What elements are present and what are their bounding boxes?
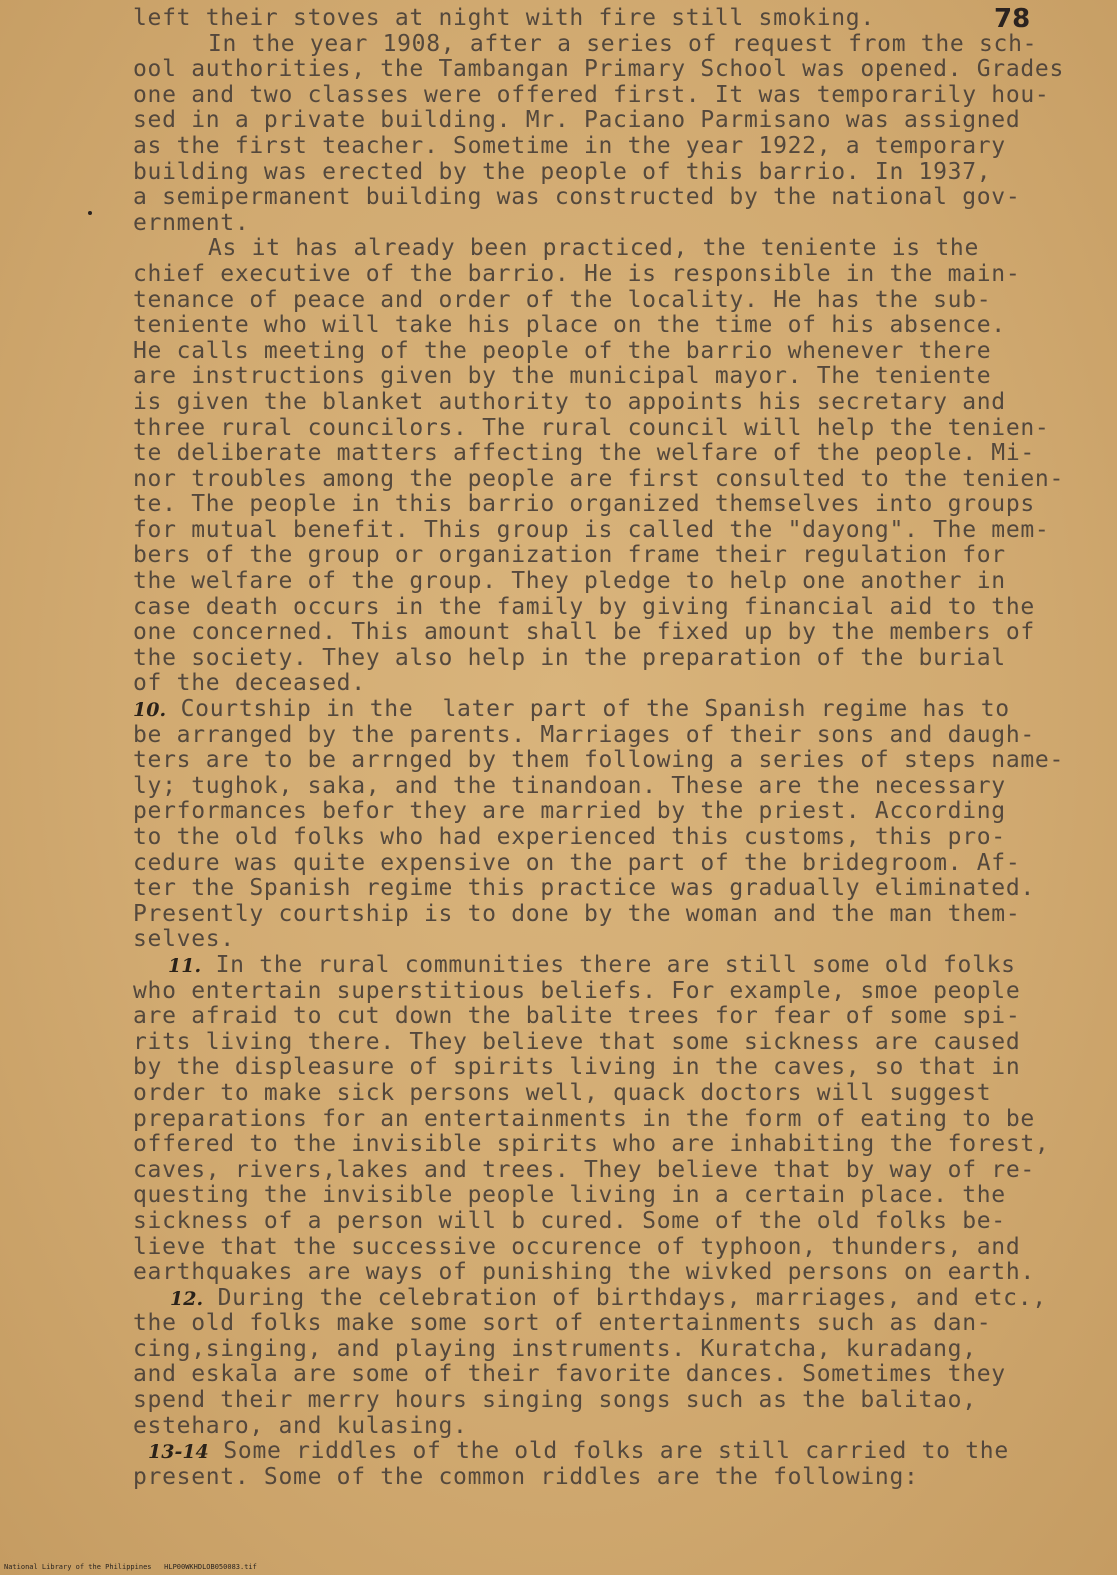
line-text: one and two classes were offered first. It was temporarily hou- xyxy=(133,81,1050,108)
line-text: sed in a private building. Mr. Paciano Parmisano was assigned xyxy=(133,107,1021,134)
text-line xyxy=(0,83,1117,109)
text-line xyxy=(0,748,1117,774)
text-line xyxy=(0,236,1117,262)
line-text: and eskala are some of their favorite dances. Sometimes they xyxy=(133,1361,1006,1388)
line-text: tenance of peace and order of the locality. He has the sub- xyxy=(133,286,992,313)
text-line xyxy=(0,467,1117,493)
text-line xyxy=(0,32,1117,58)
text-line xyxy=(0,1260,1117,1286)
text-line xyxy=(0,185,1117,211)
line-text: selves. xyxy=(133,926,235,953)
text-line xyxy=(0,492,1117,518)
line-text: ter the Spanish regime this practice was gradually eliminated. xyxy=(133,875,1035,902)
line-text: cedure was quite expensive on the part of the bridegroom. Af- xyxy=(133,849,1021,876)
line-text: sickness of a person will b cured. Some of the old folks be- xyxy=(133,1207,1006,1234)
line-text: be arranged by the parents. Marriages of their sons and daugh- xyxy=(133,721,1035,748)
text-line xyxy=(0,1209,1117,1235)
line-text: questing the invisible people living in a certain place. the xyxy=(133,1182,1006,1209)
text-line xyxy=(0,211,1117,237)
text-line xyxy=(0,979,1117,1005)
text-line xyxy=(0,339,1117,365)
text-line xyxy=(0,595,1117,621)
text-line xyxy=(0,262,1117,288)
text-line xyxy=(0,6,1117,32)
line-text: preparations for an entertainments in the form of eating to be xyxy=(133,1105,1035,1132)
text-line xyxy=(0,799,1117,825)
section-number-mark: 11. xyxy=(168,954,202,977)
line-text: building was erected by the people of this barrio. In 1937, xyxy=(133,158,992,185)
line-text: a semipermanent building was constructed by the national gov- xyxy=(133,184,1021,211)
typed-text-body xyxy=(0,6,1117,1490)
line-text: who entertain superstitious beliefs. For example, smoe people xyxy=(133,977,1021,1004)
text-line xyxy=(0,543,1117,569)
line-text: for mutual benefit. This group is called the "dayong". The mem- xyxy=(133,516,1050,543)
text-line xyxy=(0,646,1117,672)
text-line xyxy=(0,1081,1117,1107)
line-text: one concerned. This amount shall be fixed up by the members of xyxy=(133,619,1035,646)
line-text: Presently courtship is to done by the woman and the man them- xyxy=(133,900,1021,927)
line-text: lieve that the successive occurence of typhoon, thunders, and xyxy=(133,1233,1021,1260)
section-number-mark: 12. xyxy=(170,1287,204,1310)
line-text: of the deceased. xyxy=(133,670,366,697)
text-line xyxy=(0,1004,1117,1030)
text-line xyxy=(0,902,1117,928)
line-text: the welfare of the group. They pledge to help one another in xyxy=(133,568,1006,595)
line-text: offered to the invisible spirits who are inhabiting the forest, xyxy=(133,1131,1050,1158)
line-text: nor troubles among the people are first consulted to the tenien- xyxy=(133,465,1065,492)
line-text: left their stoves at night with fire still smoking. xyxy=(133,5,875,31)
line-text: Courtship in the later part of the Spanish regime has to xyxy=(180,696,1010,723)
text-line xyxy=(0,569,1117,595)
page-number: 78 xyxy=(994,4,1031,34)
text-line xyxy=(0,441,1117,467)
text-line xyxy=(0,518,1117,544)
text-line xyxy=(0,1055,1117,1081)
text-line xyxy=(0,1286,1117,1312)
line-text: teniente who will take his place on the time of his absence. xyxy=(133,312,1006,339)
line-text: order to make sick persons well, quack doctors will suggest xyxy=(133,1079,992,1106)
line-text: is given the blanket authority to appoints his secretary and xyxy=(133,388,1006,415)
line-text: As it has already been practiced, the teniente is the xyxy=(208,235,979,262)
text-line xyxy=(0,160,1117,186)
line-text: ly; tughok, saka, and the tinandoan. These are the necessary xyxy=(133,772,1006,799)
text-line xyxy=(0,697,1117,723)
text-line xyxy=(0,1414,1117,1440)
text-line xyxy=(0,1132,1117,1158)
text-line xyxy=(0,876,1117,902)
line-text: ters are to be arrnged by them following a series of steps name- xyxy=(133,747,1065,774)
line-text: te deliberate matters affecting the welfare of the people. Mi- xyxy=(133,440,1035,467)
line-text: bers of the group or organization frame their regulation for xyxy=(133,542,1006,569)
text-line xyxy=(0,620,1117,646)
line-text: case death occurs in the family by giving financial aid to the xyxy=(133,593,1035,620)
line-text: three rural councilors. The rural council will help the tenien- xyxy=(133,414,1050,441)
text-line xyxy=(0,1465,1117,1491)
text-line xyxy=(0,953,1117,979)
line-text: chief executive of the barrio. He is responsible in the main- xyxy=(133,260,1021,287)
line-text: In the year 1908, after a series of request from the sch- xyxy=(208,30,1038,57)
line-text: to the old folks who had experienced this customs, this pro- xyxy=(133,824,1006,850)
text-line xyxy=(0,851,1117,877)
line-text: ool authorities, the Tambangan Primary School was opened. Grades xyxy=(133,56,1065,83)
line-text: rits living there. They believe that some sickness are caused xyxy=(133,1028,1021,1055)
section-number-mark: 10. xyxy=(133,699,167,722)
line-text: He calls meeting of the people of the barrio whenever there xyxy=(133,337,992,364)
line-text: performances befor they are married by the priest. According xyxy=(133,798,1006,825)
text-line xyxy=(0,364,1117,390)
line-text: by the displeasure of spirits living in the caves, so that in xyxy=(133,1054,1021,1081)
text-line xyxy=(0,1158,1117,1184)
line-text: caves, rivers,lakes and trees. They believe that by way of re- xyxy=(133,1156,1035,1183)
text-line xyxy=(0,390,1117,416)
text-line xyxy=(0,57,1117,83)
line-text: esteharo, and kulasing. xyxy=(133,1412,468,1439)
line-text: present. Some of the common riddles are the following: xyxy=(133,1463,919,1490)
line-text: cing,singing, and playing instruments. Kuratcha, kuradang, xyxy=(133,1335,977,1362)
text-line xyxy=(0,1235,1117,1261)
line-text: as the first teacher. Sometime in the year 1922, a temporary xyxy=(133,132,1006,159)
line-text: the society. They also help in the preparation of the burial xyxy=(133,644,1006,671)
line-text: are instructions given by the municipal mayor. The teniente xyxy=(133,363,992,390)
line-text: In the rural communities there are still some old folks xyxy=(215,951,1016,978)
text-line xyxy=(0,1183,1117,1209)
text-line xyxy=(0,1311,1117,1337)
line-text: During the celebration of birthdays, marriages, and etc., xyxy=(217,1284,1047,1311)
text-line xyxy=(0,723,1117,749)
line-text: spend their merry hours singing songs such as the balitao, xyxy=(133,1387,977,1414)
line-text: are afraid to cut down the balite trees for fear of some spi- xyxy=(133,1003,1021,1030)
text-line xyxy=(0,134,1117,160)
text-line xyxy=(0,774,1117,800)
text-line xyxy=(0,1337,1117,1363)
text-line xyxy=(0,1439,1117,1465)
text-line xyxy=(0,1107,1117,1133)
line-text: the old folks make some sort of entertainments such as dan- xyxy=(133,1310,992,1337)
text-line xyxy=(0,825,1117,851)
text-line xyxy=(0,1362,1117,1388)
archive-footer: National Library of the Philippines HLP00WKHDLOB050083.tif xyxy=(4,1563,257,1571)
section-number-mark: 13-14 xyxy=(148,1441,209,1464)
line-text: Some riddles of the old folks are still carried to the xyxy=(223,1438,1009,1465)
text-line xyxy=(0,1388,1117,1414)
text-line xyxy=(0,927,1117,953)
text-line xyxy=(0,671,1117,697)
line-text: earthquakes are ways of punishing the wivked persons on earth. xyxy=(133,1259,1035,1286)
line-text: ernment. xyxy=(133,209,250,236)
line-text: te. The people in this barrio organized themselves into groups xyxy=(133,491,1035,518)
text-line xyxy=(0,1030,1117,1056)
text-line xyxy=(0,108,1117,134)
text-line xyxy=(0,288,1117,314)
text-line xyxy=(0,416,1117,442)
text-line xyxy=(0,313,1117,339)
